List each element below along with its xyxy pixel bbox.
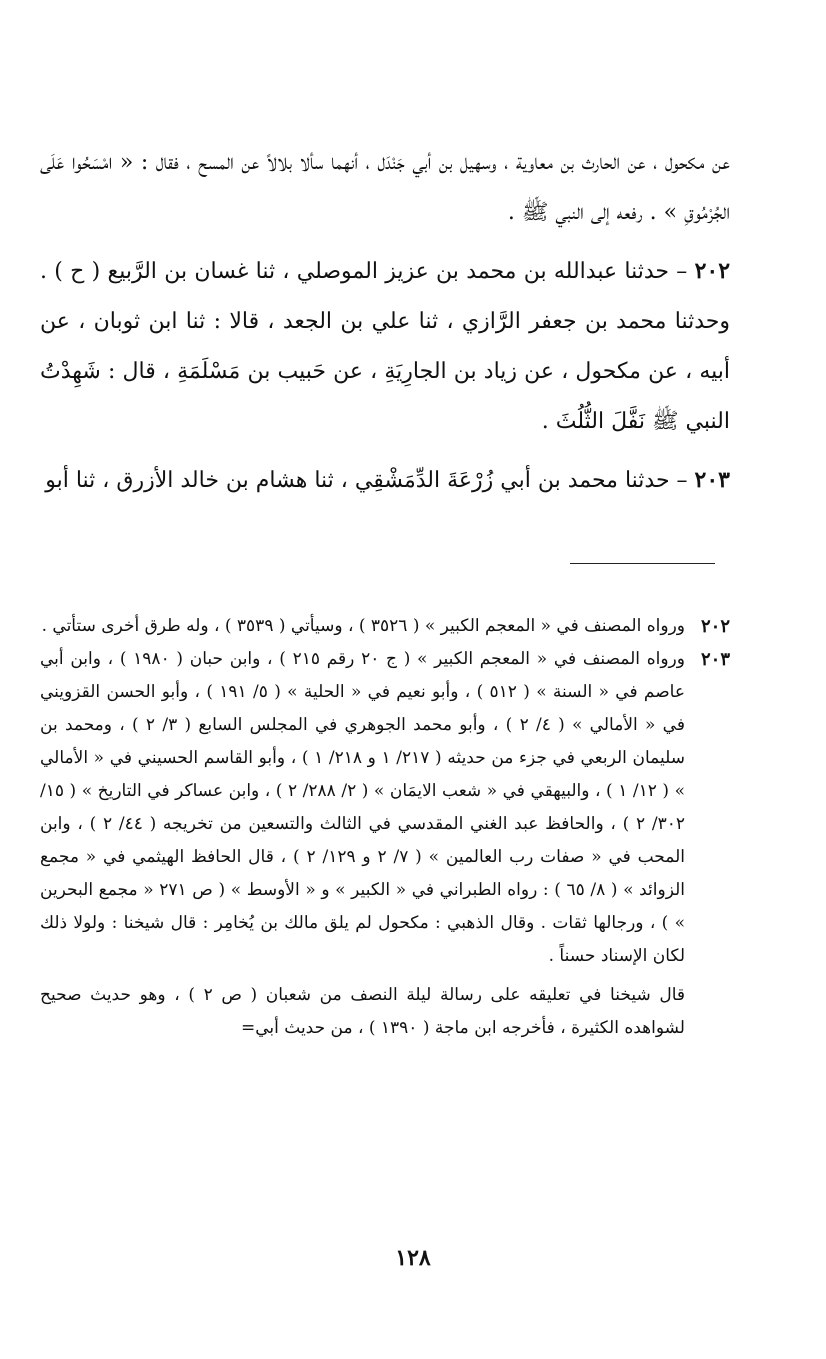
hadith-text: – حدثنا محمد بن أبي زُرْعَةَ الدِّمَشْقِي ، ثنا هشام بن خالد الأزرق ، ثنا أبو <box>45 468 688 493</box>
main-text <box>40 138 730 514</box>
footnote-number: ٢٠٢ <box>700 616 730 637</box>
footnote-203 <box>40 643 730 973</box>
footnote-text: ورواه المصنف في « المعجم الكبير » ( ج ٢٠ رقم ٢١٥ ) ، وابن حبان ( ١٩٨٠ ) ، وابن أبي عاصم في « السنة » ( ٥١٢ ) ، وأبو نعيم في « الحلية » ( ٥/ ١٩١ ) ، وأبو الحسن القزويني في « الأمالي » ( ٤/ ٢ ) ، وأبو محمد الجوهري في المجلس السابع ( ٣/ ٢ ) ، ومحمد بن سليمان الربعي في جزء من حديثه ( ٢١٧/ ١ و ٢١٨/ ١ ) ، وأبو القاسم الحسيني في « الأمالي » ( ١٢/ ١ ) ، والبيهقي في « شعب الايمَان » ( ٢/ ٢٨٨/ ٢ ) ، وابن عساكر في التاريخ » ( ١٥/ ٣٠٢/ ٢ ) ، والحافظ عبد الغني المقدسي في الثالث والتسعين من تخريجه ( ٤٤/ ٢ ) ، وابن المحب في « صفات رب العالمين » ( ٧/ ٢ و ١٢٩/ ٢ ) ، قال الحافظ الهيثمي في « مجمع الزوائد » ( ٨/ ٦٥ ) : رواه الطبراني في « الكبير » و « الأوسط » ( ص ٢٧١ « مجمع البحرين » ) ، ورجالها ثقات . وقال الذهبي : مكحول لم يلق مالك بن يُخامِر : قال شيخنا : ولولا ذلك لكان الإسناد حسناً . <box>40 649 685 966</box>
footnote-number: ٢٠٣ <box>700 649 730 670</box>
footnote-separator <box>570 563 715 564</box>
hadith-number: ٢٠٢ <box>694 258 731 284</box>
footnotes <box>40 610 730 1045</box>
hadith-202 <box>40 246 730 447</box>
footnote-comment: قال شيخنا في تعليقه على رسالة ليلة النصف من شعبان ( ص ٢ ) ، وهو حديث صحيح لشواهده الكثيرة ، فأخرجه ابن ماجة ( ١٣٩٠ ) ، من حديث أبي= <box>40 985 686 1038</box>
footnote-202 <box>40 610 730 643</box>
page-number: ١٢٨ <box>395 1245 431 1271</box>
hadith-number: ٢٠٣ <box>694 467 730 493</box>
hadith-203 <box>40 455 730 506</box>
paragraph-continuation: عن مكحول ، عن الحارث بن معاوية ، وسهيل بن أبي جَنْدَل ، أنهما سألا بلالاً عن المسح ، فقال : « امْسَحُوا عَلَى الجُرْمُوقِ » . رفعه إلى النبي ﷺ . <box>40 150 730 225</box>
footnote-text: ورواه المصنف في « المعجم الكبير » ( ٣٥٢٦ ) ، وسيأتي ( ٣٥٣٩ ) ، وله طرق أخرى ستأتي . <box>41 616 685 636</box>
hadith-text: – حدثنا عبدالله بن محمد بن عزيز الموصلي ، ثنا غسان بن الرَّبيع ( ح ) . وحدثنا محمد بن جعفر الرَّازي ، ثنا علي بن الجعد ، قالا : ثنا ابن ثوبان ، عن أبيه ، عن مكحول ، عن زياد بن الجارِيَةِ ، عن حَبيب بن مَسْلَمَةِ ، قال : شَهِدْتُ النبي ﷺ نَفَّلَ الثُّلُثَ . <box>40 259 730 434</box>
